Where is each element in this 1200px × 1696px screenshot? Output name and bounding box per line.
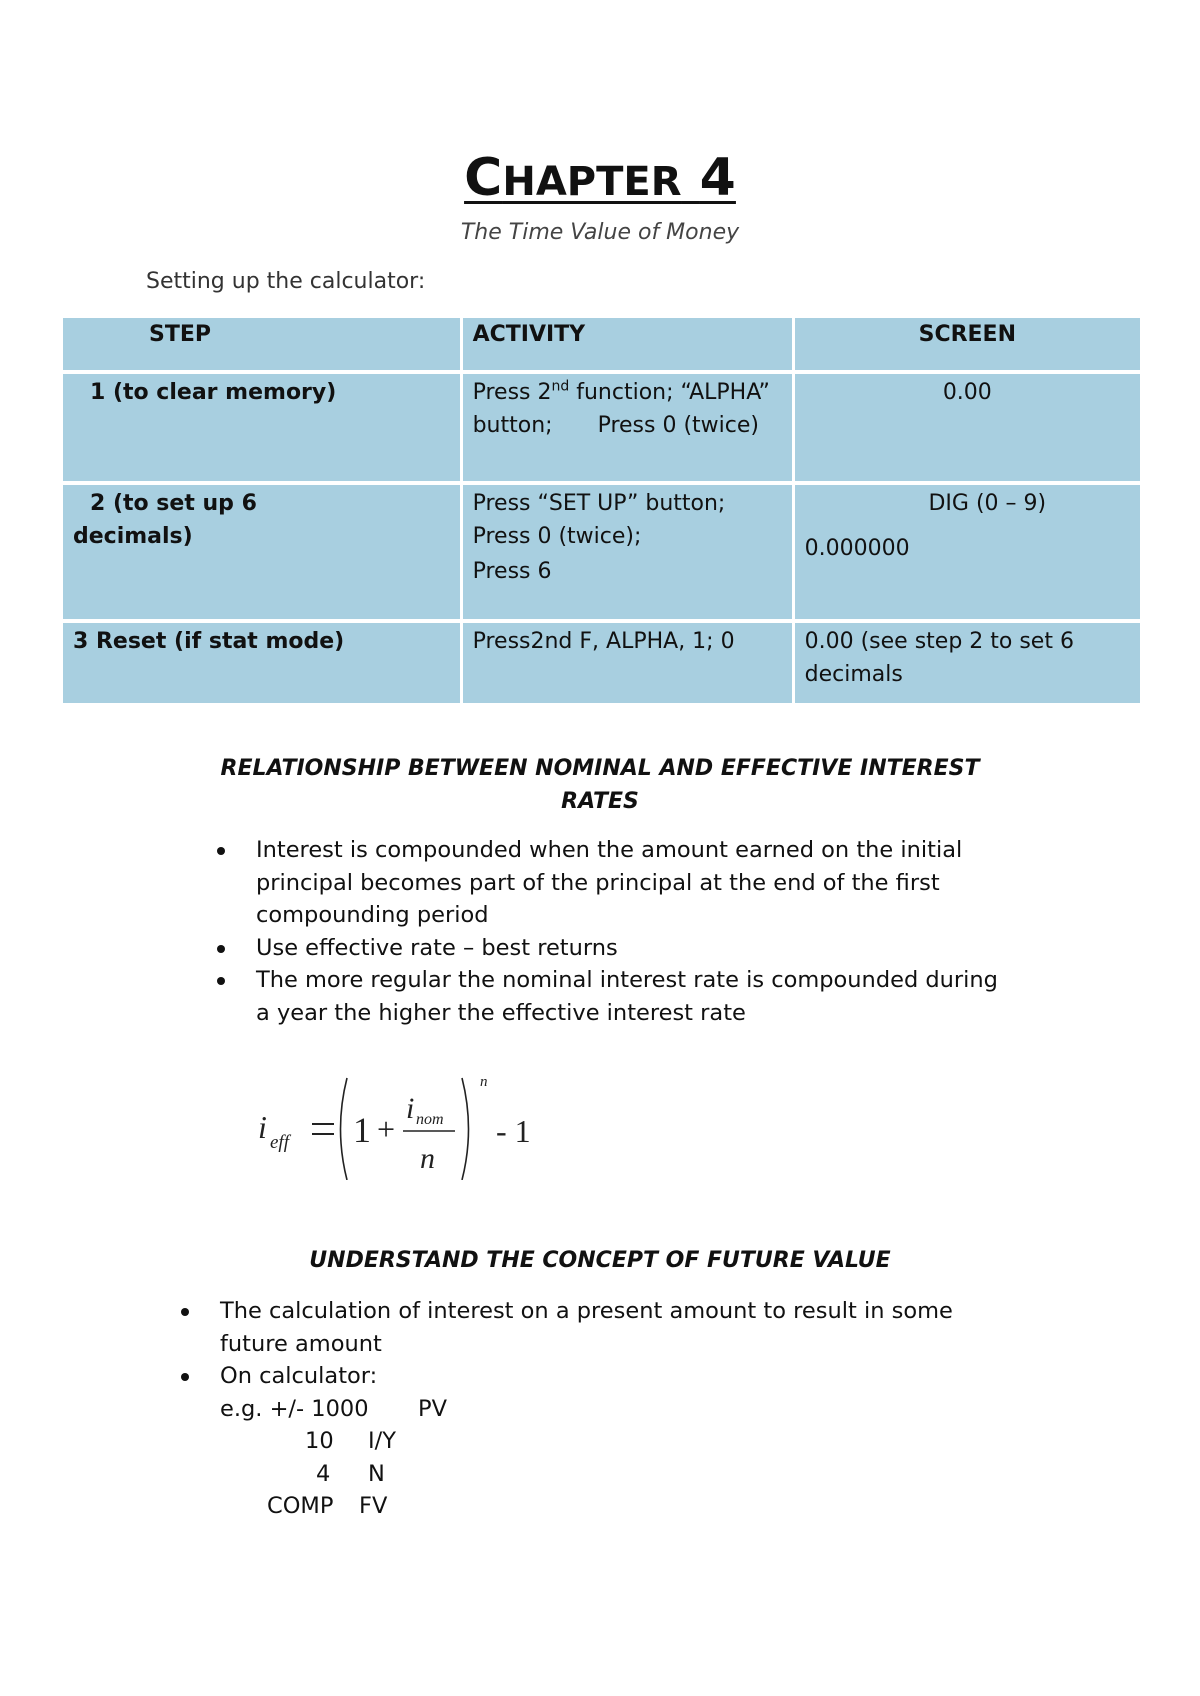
bullet-list-interest	[217, 834, 1097, 1029]
section-heading-nominal-effective: RELATIONSHIP BETWEEN NOMINAL AND EFFECTIVE INTEREST RATES	[220, 756, 980, 814]
header-activity: ACTIVITY	[463, 318, 795, 374]
screen-cell: 0.00 (see step 2 to set 6 decimals	[795, 623, 1140, 707]
example-row: COMP FV	[267, 1493, 388, 1519]
right-bracket	[462, 1078, 469, 1180]
example-row: 4 N	[316, 1460, 385, 1487]
list-item: Use effective rate – best returns	[217, 932, 1097, 965]
effective-rate-formula	[250, 1070, 550, 1180]
formula-lhs-subscript: eff	[270, 1132, 289, 1153]
chapter-number: 4	[699, 148, 736, 208]
formula-denominator: n	[420, 1142, 435, 1175]
table-row	[63, 485, 1140, 623]
table-row	[63, 374, 1140, 485]
list-item: The more regular the nominal interest rate is compounded during a year the higher the effective interest rate	[217, 964, 1097, 1029]
list-item: The calculation of interest on a present amount to result in some future amount	[181, 1295, 1081, 1360]
table-header-row	[63, 318, 1140, 374]
calculator-setup-table	[63, 318, 1140, 707]
activity-cell: Press “SET UP” button; Press 0 (twice); Press 6	[463, 485, 795, 623]
example-row: 10 I/Y	[305, 1428, 396, 1454]
calculator-example	[220, 1393, 1081, 1523]
formula-numerator: i	[406, 1092, 415, 1125]
header-screen: SCREEN	[795, 318, 1140, 374]
chapter-title-initial: C	[464, 148, 503, 208]
formula-numerator-subscript: nom	[416, 1111, 444, 1128]
screen-cell: DIG (0 – 9) 0.000000	[795, 485, 1140, 623]
formula-one: 1	[353, 1110, 371, 1150]
chapter-subtitle: The Time Value of Money	[460, 220, 740, 245]
screen-cell: 0.00	[795, 374, 1140, 485]
activity-cell: Press2nd F, ALPHA, 1; 0	[463, 623, 795, 707]
list-item: On calculator: e.g. +/- 1000 PV 10 I/Y 4 N COMP FV	[181, 1360, 1081, 1523]
formula-lhs: i	[258, 1109, 267, 1145]
chapter-title	[0, 148, 1200, 212]
step-cell: 3 Reset (if stat mode)	[63, 623, 463, 707]
left-bracket	[341, 1078, 348, 1180]
formula-exponent: n	[480, 1074, 488, 1090]
step-cell: 2 (to set up 6 decimals)	[63, 485, 463, 623]
setup-label: Setting up the calculator:	[146, 269, 426, 294]
activity-cell: Press 2nd function; “ALPHA” button; Press 0 (twice)	[463, 374, 795, 485]
example-row: e.g. +/- 1000 PV	[220, 1395, 447, 1422]
bullet-list-future-value	[181, 1295, 1081, 1523]
formula-minus-one: - 1	[496, 1113, 531, 1149]
chapter-title-word: HAPTER	[502, 159, 682, 205]
section-heading-future-value: UNDERSTAND THE CONCEPT OF FUTURE VALUE	[309, 1248, 891, 1273]
table-row	[63, 623, 1140, 707]
list-item: Interest is compounded when the amount earned on the initial principal becomes part of the principal at the end of the first compounding period	[217, 834, 1097, 932]
formula-plus: +	[377, 1111, 396, 1147]
step-cell: 1 (to clear memory)	[63, 374, 463, 485]
header-step: STEP	[63, 318, 463, 374]
